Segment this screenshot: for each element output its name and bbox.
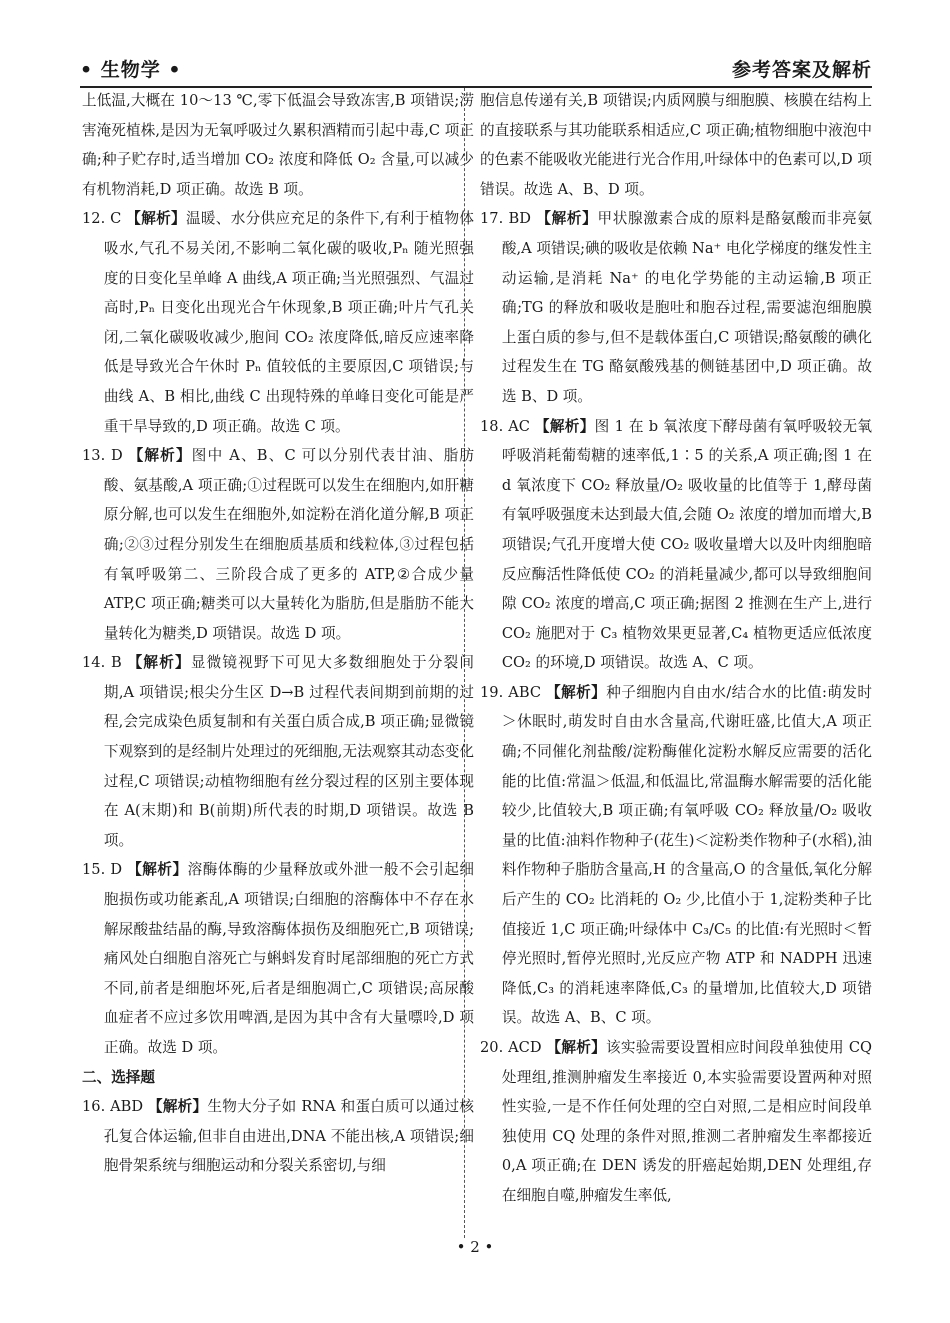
analysis-label: 【解析】 (534, 417, 595, 435)
answer-text: 甲状腺激素合成的原料是酪氨酸而非亮氨酸,A 项错误;碘的吸收是依赖 Na⁺ 电化学梯度的继发性主动运输,是消耗 Na⁺ 的电化学势能的主动运输,B 项正确;TG 的释放和吸收是胞吐和胞吞过程,需要滤泡细胞膜上蛋白质的参与,但不是载体蛋白,C 项错误;酪氨酸的碘化过程发生在 TG 酪氨酸残基的侧链基团中,D 项正确。故选 B、D 项。 (501, 210, 872, 405)
answer-16-continued: 胞信息传递有关,B 项错误;内质网膜与细胞膜、核膜在结构上的直接联系与其功能联系相适应,C 项正确;植物细胞中液泡中的色素不能吸收光能进行光合作用,叶绿体中的色素可以,D 项错误。故选 A、B、D 项。 (480, 92, 872, 198)
analysis-label: 【解析】 (546, 1039, 606, 1056)
analysis-label: 【解析】 (127, 654, 191, 672)
answer-number: 18. AC (480, 417, 535, 435)
page-number: • 2 • (456, 1238, 494, 1256)
subject-title: • 生物学 • (80, 59, 182, 81)
right-column (480, 86, 872, 1211)
analysis-label: 【解析】 (536, 210, 598, 228)
answer-number: 12. C (82, 210, 127, 228)
analysis-label: 【解析】 (147, 1098, 208, 1116)
answer-19 (480, 678, 872, 1033)
answer-text: 溶酶体酶的少量释放或外泄一般不会引起细胞损伤或功能紊乱,A 项错误;白细胞的溶酶体中不存在水解尿酸盐结晶的酶,导致溶酶体损伤及细胞死亡,B 项错误;痛风处白细胞自溶死亡与蝌蚪发育时尾部细胞的死亡方式不同,前者是细胞坏死,后者是细胞凋亡,C 项错误;高尿酸血症者不应过多饮用啤酒,是因为其中含有大量嘌呤,D 项正确。故选 D 项。 (103, 861, 474, 1056)
answer-17 (480, 204, 872, 411)
answer-number: 20. ACD (480, 1039, 547, 1056)
answer-20 (480, 1033, 872, 1211)
answer-text: 生物大分子如 RNA 和蛋白质可以通过核孔复合体运输,但非自由进出,DNA 不能出核,A 项错误;细胞骨架系统与细胞运动和分裂关系密切,与细 (103, 1098, 474, 1175)
section-heading: 二、选择题 (82, 1068, 155, 1086)
left-column (82, 86, 474, 1181)
analysis-label: 【解析】 (128, 447, 192, 465)
answer-number: 16. ABD (82, 1098, 148, 1116)
answer-13 (82, 441, 474, 648)
answer-18 (480, 412, 872, 678)
answer-number: 13. D (82, 447, 129, 465)
section-title: 参考答案及解析 (731, 59, 872, 81)
page-header (80, 48, 872, 88)
answer-text: 显微镜视野下可见大多数细胞处于分裂间期,A 项错误;根尖分生区 D→B 过程代表间期到前期的过程,会完成染色质复制和有关蛋白质合成,B 项正确;显微镜下观察到的是经制片处理过的死细胞,无法观察其动态变化过程,C 项错误;动植物细胞有丝分裂过程的区别主要体现在 A(末期)和 B(前期)所代表的时期,D 项错误。故选 B 项。 (103, 654, 474, 849)
answer-number: 14. B (82, 654, 128, 672)
answer-number: 15. D (82, 861, 128, 879)
answer-15 (82, 855, 474, 1062)
analysis-label: 【解析】 (126, 210, 186, 228)
answer-text: 图 1 在 b 氧浓度下酵母菌有氧呼吸较无氧呼吸消耗葡萄糖的速率低,1∶5 的关系,A 项正确;图 1 在 d 氧浓度下 CO₂ 释放量/O₂ 吸收量的比值等于 1,酵母菌有氧呼吸强度未达到最大值,会随 O₂ 浓度的增加而增大,B 项错误;气孔开度增大使 CO₂ 吸收量增大以及叶肉细胞暗反应酶活性降低使 CO₂ 的消耗量减少,都可以导致细胞间隙 CO₂ 浓度的增高,C 项正确;据图 2 推测在生产上,进行 CO₂ 施肥对于 C₃ 植物效果更显著,C₄ 植物更适应低浓度 CO₂ 的环境,D 项错误。故选 A、C 项。 (501, 417, 872, 672)
answer-text: 该实验需要设置相应时间段单独使用 CQ 处理组,推测肿瘤发生率接近 0,本实验需要设置两种对照性实验,一是不作任何处理的空白对照,二是相应时间段单独使用 CQ 处理的条件对照,推测二者肿瘤发生率都接近 0,A 项正确;在 DEN 诱发的肝癌起始期,DEN 处理组,存在细胞自噬,肿瘤发生率低, (501, 1039, 872, 1204)
answer-number: 17. BD (480, 210, 537, 228)
answer-text: 图中 A、B、C 可以分别代表甘油、脂肪酸、氨基酸,A 项正确;①过程既可以发生在细胞内,如肝糖原分解,也可以发生在细胞外,如淀粉在消化道分解,B 项正确;②③过程分别发生在细胞质基质和线粒体,③过程包括有氧呼吸第二、三阶段合成了更多的 ATP,②合成少量 ATP,C 项正确;糖类可以大量转化为脂肪,但是脂肪不能大量转化为糖类,D 项错误。故选 D 项。 (103, 447, 474, 642)
answer-11-continued: 上低温,大概在 10～13 ℃,零下低温会导致冻害,B 项错误;涝害淹死植株,是因为无氧呼吸过久累积酒精而引起中毒,C 项正确;种子贮存时,适当增加 CO₂ 浓度和降低 O₂ 含量,可以减少有机物消耗,D 项正确。故选 B 项。 (82, 92, 474, 198)
analysis-label: 【解析】 (546, 683, 607, 701)
answer-number: 19. ABC (480, 683, 547, 701)
answer-14 (82, 648, 474, 855)
answer-16 (82, 1092, 474, 1181)
answer-12 (82, 204, 474, 441)
analysis-label: 【解析】 (127, 861, 188, 879)
answer-text: 温暖、水分供应充足的条件下,有利于植物体吸水,气孔不易关闭,不影响二氧化碳的吸收,Pₙ 随光照强度的日变化呈单峰 A 曲线,A 项正确;当光照强烈、气温过高时,Pₙ 日变化出现光合午休现象,B 项正确;叶片气孔关闭,二氧化碳吸收减少,胞间 CO₂ 浓度降低,暗反应速率降低是导致光合午休时 Pₙ 值较低的主要原因,C 项错误;与曲线 A、B 相比,曲线 C 出现特殊的单峰日变化可能是严重干旱导致的,D 项正确。故选 C 项。 (103, 210, 474, 435)
answer-text: 种子细胞内自由水/结合水的比值:萌发时＞休眠时,萌发时自由水含量高,代谢旺盛,比值大,A 项正确;不同催化剂盐酸/淀粉酶催化淀粉水解反应需要的活化能的比值:常温＞低温,和低温比,常温酶水解需要的活化能较少,比值较大,B 项正确;有氧呼吸 CO₂ 释放量/O₂ 吸收量的比值:油料作物种子(花生)＜淀粉类作物种子(水稻),油料作物种子脂肪含量高,H 的含量高,O 的含量低,氧化分解后产生的 CO₂ 比消耗的 O₂ 少,比值小于 1,淀粉类种子比值接近 1,C 项正确;叶绿体中 C₃/C₅ 的比值:有光照时＜暂停光照时,暂停光照时,光反应产物 ATP 和 NADPH 迅速降低,C₃ 的消耗速率降低,C₃ 的量增加,比值较大,D 项错误。故选 A、B、C 项。 (501, 683, 872, 1027)
